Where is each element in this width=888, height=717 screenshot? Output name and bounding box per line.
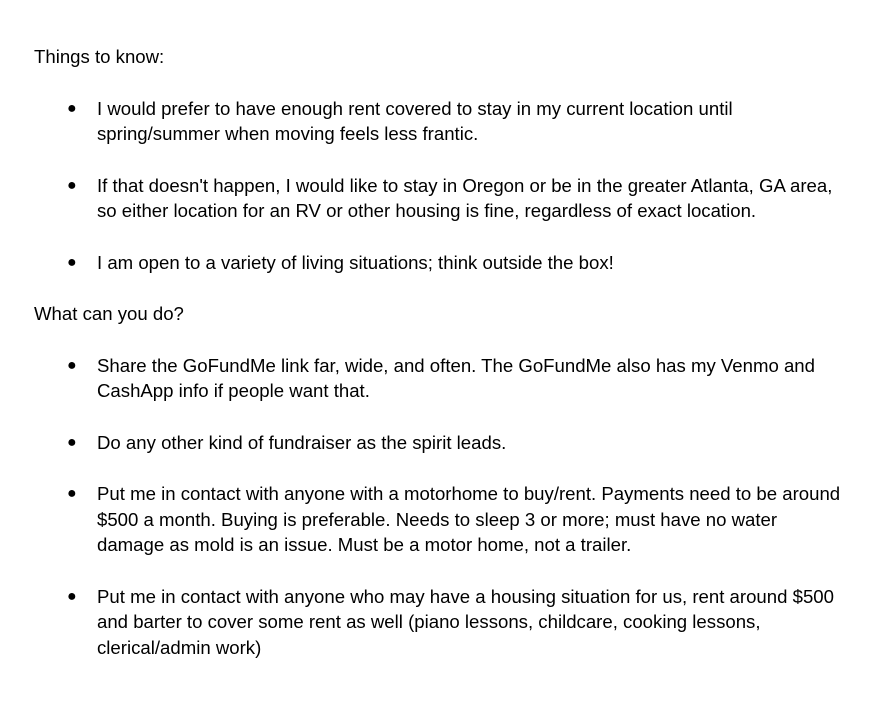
- bullet-icon: ●: [67, 356, 77, 374]
- bullet-icon: ●: [67, 99, 77, 117]
- list-item: [34, 481, 849, 558]
- list-item: [34, 250, 849, 276]
- what-can-you-do-list: [34, 353, 854, 661]
- list-item-text: Do any other kind of fundraiser as the spirit leads.: [97, 431, 507, 453]
- bullet-icon: ●: [67, 433, 77, 451]
- list-item: [34, 584, 849, 661]
- section-heading-things-to-know: Things to know:: [34, 46, 165, 67]
- list-item-text: I am open to a variety of living situations; think outside the box!: [97, 251, 614, 273]
- list-item-text: I would prefer to have enough rent covered to stay in my current location until spring/summer when moving feels less frantic.: [97, 97, 733, 144]
- list-item-text: Put me in contact with anyone with a motorhome to buy/rent. Payments need to be around $500 a month. Buying is preferable. Needs to sleep 3 or more; must have no water damage as mold is an issue. Must be a motor home, not a trailer.: [97, 483, 841, 555]
- list-item: [34, 430, 849, 456]
- list-item-text: If that doesn't happen, I would like to stay in Oregon or be in the greater Atlanta, GA area, so either location for an RV or other housing is fine, regardless of exact location.: [97, 174, 833, 221]
- bullet-icon: ●: [67, 176, 77, 194]
- list-item: [34, 353, 849, 404]
- bullet-icon: ●: [67, 485, 77, 502]
- list-item-text: Put me in contact with anyone who may have a housing situation for us, rent around $500 and barter to cover some rent as well (piano lessons, childcare, cooking lessons, clerical/admin work): [97, 585, 834, 658]
- section-heading-what-can-you-do: What can you do?: [34, 303, 184, 324]
- bullet-icon: ●: [67, 253, 77, 271]
- things-to-know-list: [34, 96, 854, 276]
- list-item: [34, 96, 849, 147]
- list-item-text: Share the GoFundMe link far, wide, and often. The GoFundMe also has my Venmo and CashApp info if people want that.: [97, 354, 815, 401]
- list-item: [34, 173, 849, 224]
- bullet-icon: ●: [67, 587, 77, 605]
